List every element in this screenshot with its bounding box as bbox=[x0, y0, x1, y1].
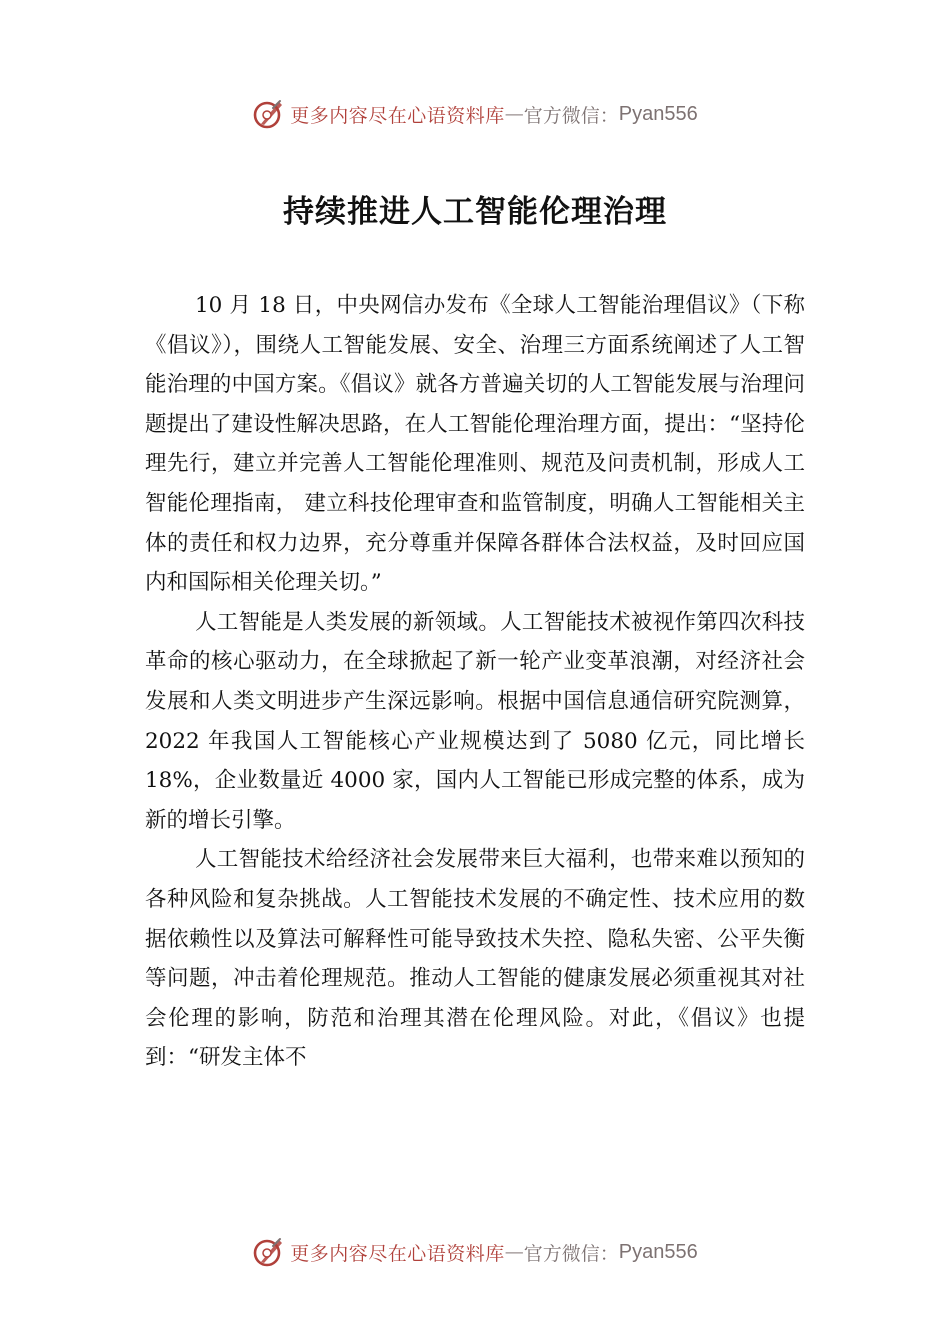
quill-logo-icon bbox=[252, 97, 286, 131]
article-body bbox=[145, 286, 805, 1078]
header-banner bbox=[0, 94, 950, 134]
paragraph-3: 人工智能技术给经济社会发展带来巨大福利，也带来难以预知的各种风险和复杂挑战。人工智能技术发展的不确定性、技术应用的数据依赖性以及算法可解释性可能导致技术失控、隐私失密、公平失衡等问题，冲击着伦理规范。推动人工智能的健康发展必须重视其对社会伦理的影响，防范和治理其潜在伦理风险。对此，《倡议》也提到：“研发主体不 bbox=[145, 847, 805, 1071]
banner-separator: — bbox=[504, 1241, 524, 1263]
paragraph-1: 10 月 18 日，中央网信办发布《全球人工智能治理倡议》（下称《倡议》），围绕人工智能发展、安全、治理三方面系统阐述了人工智能治理的中国方案。《倡议》就各方普遍关切的人工智能发展与治理问题提出了建设性解决思路，在人工智能伦理治理方面，提出：“坚持伦理先行，建立并完善人工智能伦理准则、规范及问责机制，形成人工智能伦理指南， 建立科技伦理审查和监管制度，明确人工智能相关主体的责任和权力边界，充分尊重并保障各群体合法权益，及时回应国内和国际相关伦理关切。” bbox=[145, 293, 805, 596]
paragraph-2: 人工智能是人类发展的新领域。人工智能技术被视作第四次科技革命的核心驱动力，在全球掀起了新一轮产业变革浪潮，对经济社会发展和人类文明进步产生深远影响。根据中国信息通信研究院测算，2022 年我国人工智能核心产业规模达到了 5080 亿元，同比增长 18%，企业数量近 4000 家，国内人工智能已形成完整的体系，成为新的增长引擎。 bbox=[145, 609, 805, 833]
banner-wechat-id: Pyan556 bbox=[618, 102, 698, 125]
banner-brand-text: 更多内容尽在心语资料库 bbox=[290, 104, 505, 127]
banner-wechat-label: 官方微信： bbox=[523, 1242, 619, 1265]
banner-separator: — bbox=[504, 103, 524, 125]
page-title: 持续推进人工智能伦理治理 bbox=[283, 194, 667, 230]
footer-banner bbox=[0, 1232, 950, 1272]
banner-wechat-id: Pyan556 bbox=[618, 1240, 698, 1263]
banner-wechat-label: 官方微信： bbox=[523, 104, 619, 127]
banner-brand-text: 更多内容尽在心语资料库 bbox=[290, 1242, 505, 1265]
quill-logo-icon bbox=[252, 1235, 286, 1269]
